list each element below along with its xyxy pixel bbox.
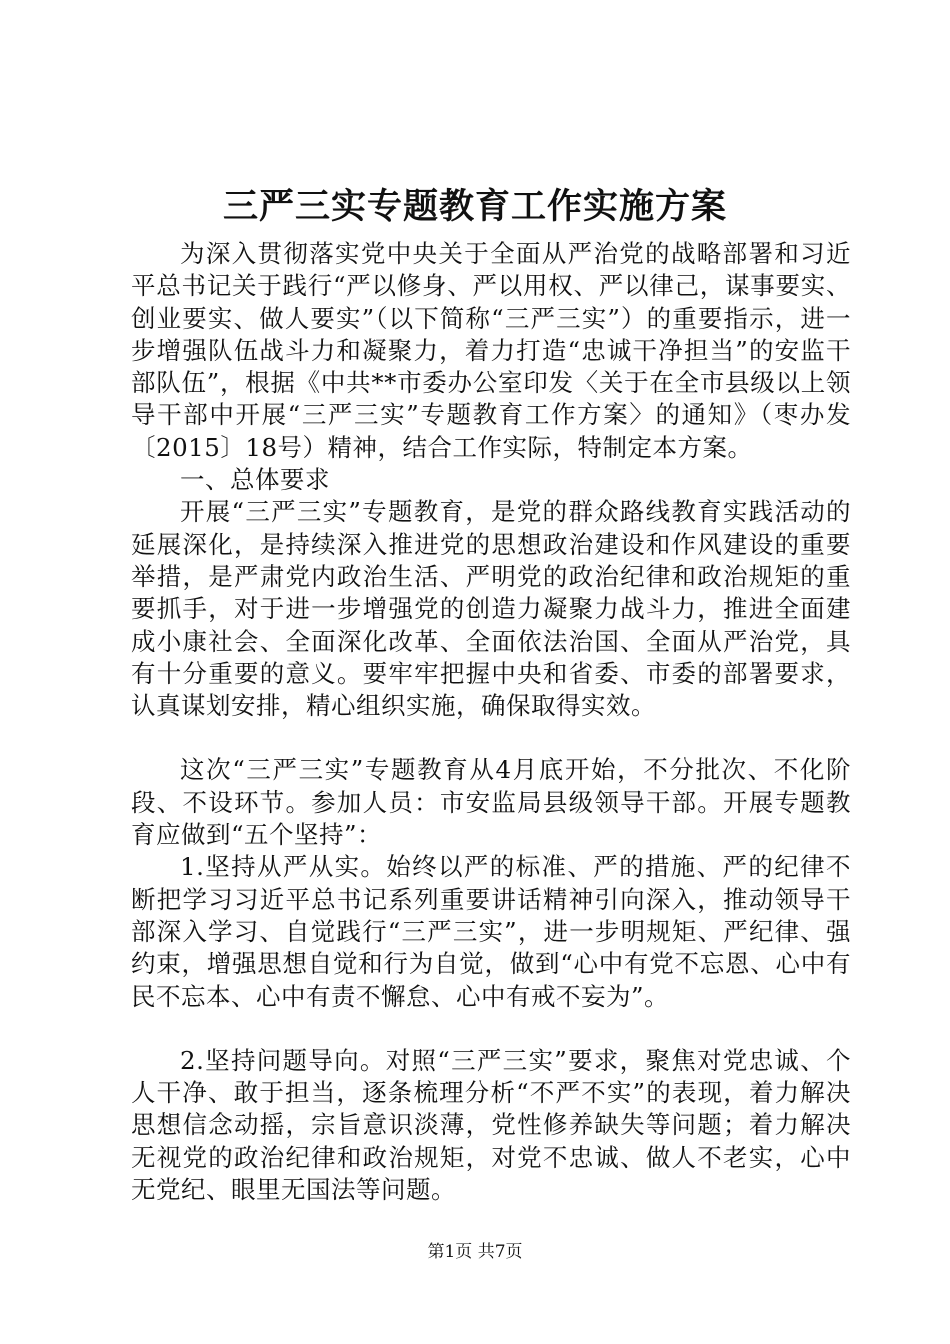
page-footer: 第1页 共7页 (427, 1242, 523, 1262)
paragraph-gap (131, 1013, 851, 1045)
principle-2-paragraph: 2.坚持问题导向。对照“三严三实”要求，聚焦对党忠诚、个人干净、敢于担当，逐条梳理分析“不严不实”的表现，着力解决思想信念动摇，宗旨意识淡薄，党性修养缺失等问题；着力解决无视党的政治纪律和政治规矩，对党不忠诚、做人不老实，心中无党纪、眼里无国法等问题。 (131, 1045, 851, 1205)
intro-paragraph: 为深入贯彻落实党中央关于全面从严治党的战略部署和习近平总书记关于践行“严以修身、严以用权、严以律己，谋事要实、创业要实、做人要实”（以下简称“三严三实”）的重要指示，进一步增强队伍战斗力和凝聚力，着力打造“忠诚干净担当”的安监干部队伍”，根据《中共**市委办公室印发〈关于在全市县级以上领导干部中开展“三严三实”专题教育工作方案〉的通知》（枣办发〔2015〕18号）精神，结合工作实际，特制定本方案。 (131, 239, 851, 462)
general-requirements-paragraph: 开展“三严三实”专题教育，是党的群众路线教育实践活动的延展深化，是持续深入推进党的思想政治建设和作风建设的重要举措，是严肃党内政治生活、严明党的政治纪律和政治规矩的重要抓手，对于进一步增强党的创造力凝聚力战斗力，推进全面建成小康社会、全面深化改革、全面依法治国、全面从严治党，具有十分重要的意义。要牢牢把握中央和省委、市委的部署要求，认真谋划安排，精心组织实施，确保取得实效。 (131, 497, 851, 721)
paragraph-gap (131, 722, 851, 754)
document-body (131, 238, 851, 1206)
section-heading-general-requirements: 一、总体要求 (180, 465, 330, 495)
principle-1-paragraph: 1.坚持从严从实。始终以严的标准、严的措施、严的纪律不断把学习习近平总书记系列重要讲话精神引向深入，推动领导干部深入学习、自觉践行“三严三实”，进一步明规矩、严纪律、强约束，增强思想自觉和行为自觉，做到“心中有党不忘恩、心中有民不忘本、心中有责不懈怠、心中有戒不妄为”。 (131, 852, 851, 1011)
document-title: 三严三实专题教育工作实施方案 (222, 186, 727, 227)
education-scope-paragraph: 这次“三严三实”专题教育从4月底开始，不分批次、不化阶段、不设环节。参加人员：市安监局县级领导干部。开展专题教育应做到“五个坚持”： (131, 755, 851, 850)
